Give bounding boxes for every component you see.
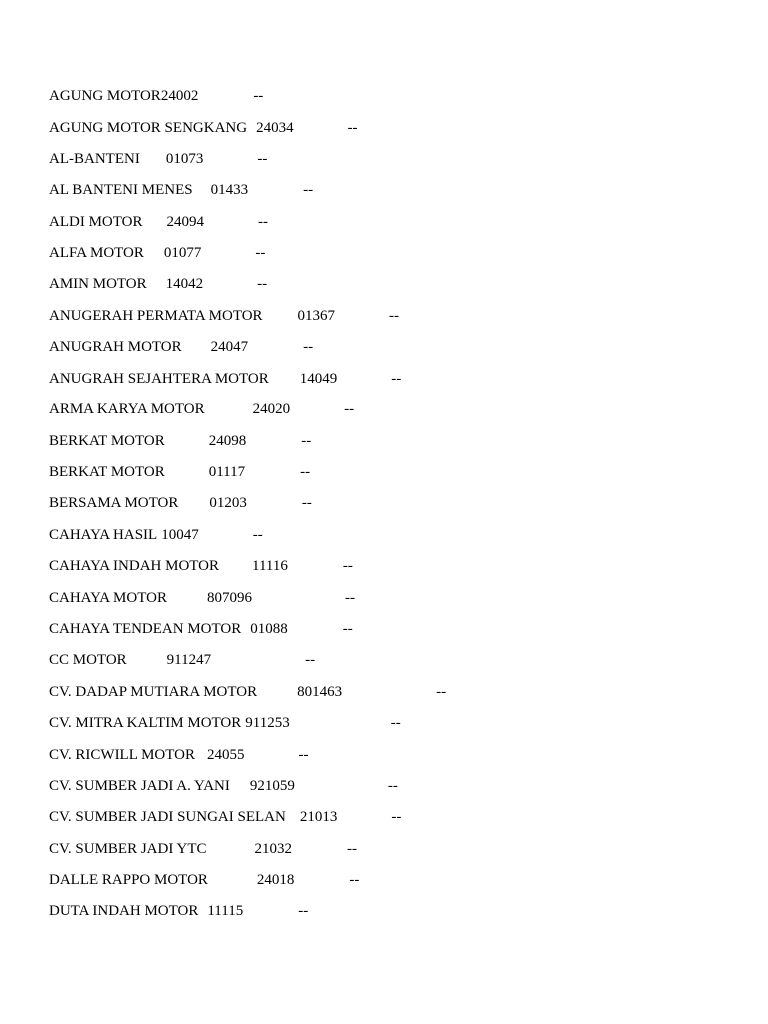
dealer-name: CAHAYA MOTOR [49,590,167,606]
dealer-name: AL-BANTENI [49,151,140,167]
dealer-value: -- [347,120,358,136]
dealer-value: -- [436,684,447,700]
dealer-value: -- [252,527,263,543]
dealer-code: 921059 [249,778,295,794]
dealer-code: 01433 [210,182,249,198]
dealer-name: BERKAT MOTOR [49,464,165,480]
dealer-code: 21013 [299,809,338,825]
list-item [49,306,399,326]
dealer-code: 24018 [256,872,295,888]
dealer-name: DUTA INDAH MOTOR [49,903,199,919]
dealer-name: AL BANTENI MENES [49,182,193,198]
dealer-value: -- [257,151,268,167]
dealer-value: -- [349,872,360,888]
dealer-name: CV. RICWILL MOTOR [49,747,195,763]
list-item [49,870,359,890]
dealer-name: CV. MITRA KALTIM MOTOR [49,715,242,731]
dealer-code: 911253 [245,715,290,731]
dealer-value: -- [387,778,398,794]
dealer-name: AGUNG MOTOR SENGKANG [49,120,248,136]
dealer-name: ARMA KARYA MOTOR [49,401,205,417]
dealer-value: -- [344,590,355,606]
dealer-value: -- [389,308,400,324]
dealer-value: -- [303,339,314,355]
dealer-code: 911247 [166,652,212,668]
dealer-value: -- [344,401,355,417]
dealer-value: -- [305,652,316,668]
dealer-code: 01203 [209,495,247,511]
dealer-name: CV. SUMBER JADI A. YANI [49,778,230,794]
dealer-code: 24002 [160,88,199,104]
dealer-code: 24034 [256,120,294,136]
list-item [49,274,267,294]
list-item [49,525,263,545]
list-item [49,556,353,576]
list-item [49,713,401,733]
dealer-value: -- [342,558,353,574]
list-item [49,212,268,232]
dealer-name: BERSAMA MOTOR [49,495,179,511]
dealer-value: -- [257,214,268,230]
dealer-value: -- [298,903,309,919]
dealer-value: -- [300,464,311,480]
dealer-value: -- [257,276,268,292]
dealer-code: 24055 [206,747,245,763]
dealer-code: 807096 [206,590,252,606]
list-item [49,180,313,200]
dealer-value: -- [347,841,358,857]
dealer-value: -- [301,495,312,511]
list-item [49,337,313,357]
list-item [49,493,312,513]
list-item [49,588,355,608]
dealer-code: 01117 [208,464,246,480]
list-item [49,619,353,639]
dealer-name: ALFA MOTOR [49,245,144,261]
dealer-name: ANUGRAH MOTOR [49,339,182,355]
list-item [49,431,311,451]
dealer-value: -- [390,715,401,731]
dealer-name: CV. SUMBER JADI SUNGAI SELAN [49,809,286,825]
dealer-code: 14049 [299,371,338,387]
dealer-name: ANUGERAH PERMATA MOTOR [49,308,263,324]
dealer-code: 01077 [163,245,202,261]
dealer-code: 24020 [252,401,291,417]
dealer-name: CAHAYA TENDEAN MOTOR [49,621,242,637]
dealer-name: CAHAYA HASIL [49,527,158,543]
list-item [49,86,263,106]
dealer-name: AMIN MOTOR [49,276,147,292]
list-item [49,776,398,796]
list-item [49,650,315,670]
dealer-value: -- [255,245,266,261]
dealer-code: 21032 [254,841,293,857]
dealer-code: 801463 [297,684,343,700]
dealer-name: CC MOTOR [49,652,127,668]
dealer-code: 24094 [166,214,204,230]
list-item [49,399,354,419]
list-item [49,149,267,169]
dealer-code: 24047 [210,339,249,355]
dealer-value: -- [303,182,314,198]
dealer-code: 10047 [161,527,199,543]
list-item [49,839,357,859]
list-item [49,807,401,827]
dealer-name: CV. DADAP MUTIARA MOTOR [49,684,258,700]
dealer-code: 01367 [297,308,336,324]
list-item [49,682,446,702]
dealer-code: 14042 [165,276,204,292]
list-item [49,745,308,765]
list-item [49,901,308,921]
dealer-name: BERKAT MOTOR [49,433,165,449]
dealer-value: -- [298,747,309,763]
list-item [49,462,310,482]
dealer-name: CAHAYA INDAH MOTOR [49,558,220,574]
list-item [49,118,358,138]
list-item [49,369,401,389]
dealer-code: 24098 [208,433,247,449]
dealer-name: CV. SUMBER JADI YTC [49,841,207,857]
dealer-name: ANUGRAH SEJAHTERA MOTOR [49,371,269,387]
dealer-value: -- [391,371,402,387]
list-item [49,243,265,263]
dealer-value: -- [391,809,402,825]
dealer-value: -- [301,433,312,449]
dealer-name: ALDI MOTOR [49,214,143,230]
dealer-code: 01073 [165,151,204,167]
dealer-value: -- [253,88,264,104]
dealer-value: -- [342,621,353,637]
dealer-code: 01088 [250,621,288,637]
dealer-name: DALLE RAPPO MOTOR [49,872,208,888]
dealer-code: 11116 [252,558,288,574]
dealer-name: AGUNG MOTOR [49,88,161,104]
dealer-code: 11115 [207,903,244,919]
